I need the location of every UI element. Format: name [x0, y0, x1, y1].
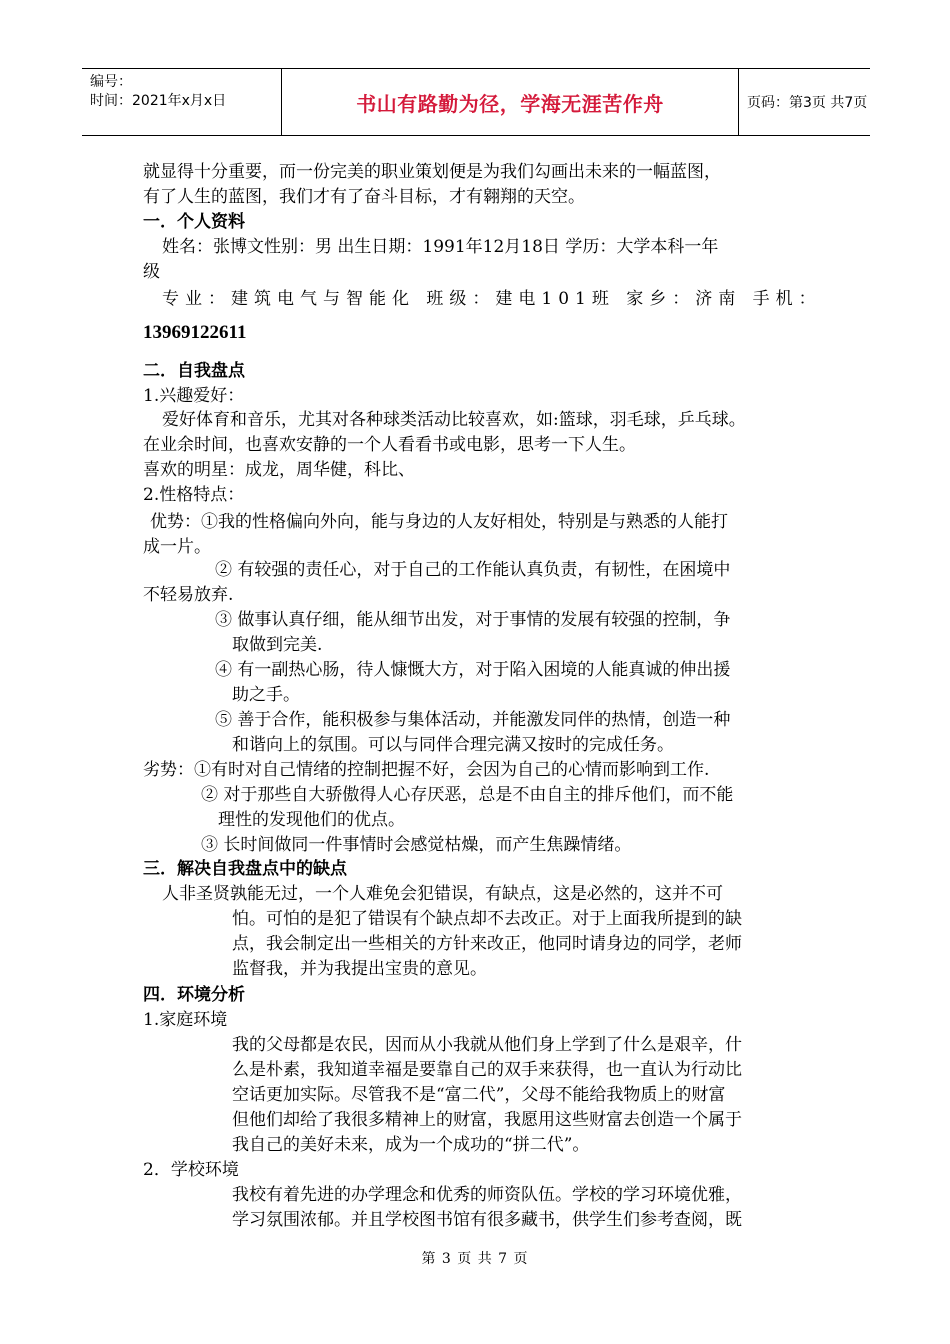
page-footer: 第 3 页 共 7 页	[421, 1251, 529, 1267]
section-heading: 一．个人资料	[143, 212, 245, 232]
paragraph-line: 理性的发现他们的优点。	[218, 810, 405, 830]
section-heading: 四．环境分析	[143, 985, 245, 1005]
paragraph-line: 有了人生的蓝图，我们才有了奋斗目标，才有翱翔的天空。	[143, 187, 585, 207]
paragraph-line: 助之手。	[232, 685, 300, 705]
paragraph-line: 我的父母都是农民，因而从小我就从他们身上学到了什么是艰辛，什	[232, 1035, 742, 1055]
paragraph-line: 成一片。	[143, 537, 211, 557]
header-page-info: 页码：第3页 共7页	[747, 95, 868, 111]
section-heading: 三．解决自我盘点中的缺点	[143, 859, 347, 879]
paragraph-line: 喜欢的明星：成龙，周华健，科比、	[143, 460, 415, 480]
paragraph-line: 我校有着先进的办学理念和优秀的师资队伍。学校的学习环境优雅，	[232, 1185, 742, 1205]
paragraph-line: ③ 做事认真仔细，能从细节出发，对于事情的发展有较强的控制，争	[215, 610, 731, 630]
paragraph-line: 在业余时间，也喜欢安静的一个人看看书或电影，思考一下人生。	[143, 435, 636, 455]
header-meta	[82, 69, 282, 135]
paragraph-line: 专业：建筑电气与智能化 班级：建电101班 家乡：济南 手机：	[162, 289, 822, 309]
paragraph-line: 优势：①我的性格偏向外向，能与身边的人友好相处，特别是与熟悉的人能打	[150, 512, 728, 532]
page-header	[82, 68, 870, 136]
header-motto: 书山有路勤为径，学海无涯苦作舟	[282, 69, 739, 135]
paragraph-line: 空话更加实际。尽管我不是“富二代”，父母不能给我物质上的财富	[232, 1085, 726, 1105]
paragraph-line: 我自己的美好未来，成为一个成功的“拼二代”。	[232, 1135, 590, 1155]
paragraph-line: 爱好体育和音乐，尤其对各种球类活动比较喜欢，如:篮球，羽毛球，乒乓球。	[162, 410, 746, 430]
paragraph-line: 不轻易放弃.	[143, 585, 234, 605]
paragraph-line: 级	[143, 262, 160, 282]
paragraph-line: 监督我，并为我提出宝贵的意见。	[232, 959, 487, 979]
paragraph-line: 但他们却给了我很多精神上的财富，我愿用这些财富去创造一个属于	[232, 1110, 742, 1130]
paragraph-line: 姓名：张博文性别：男 出生日期：1991年12月18日 学历：大学本科一年	[162, 237, 719, 257]
paragraph-line: 么是朴素，我知道幸福是要靠自己的双手来获得，也一直认为行动比	[232, 1060, 742, 1080]
paragraph-line: 怕。可怕的是犯了错误有个缺点却不去改正。对于上面我所提到的缺	[232, 909, 742, 929]
doc-time-label: 时间：2021年x月x日	[90, 93, 227, 109]
paragraph-line: 劣势：①有时对自己情绪的控制把握不好，会因为自己的心情而影响到工作.	[143, 760, 710, 780]
paragraph-line: ④ 有一副热心肠，待人慷慨大方，对于陷入困境的人能真诚的伸出援	[215, 660, 731, 680]
paragraph-line: 取做到完美.	[232, 635, 323, 655]
paragraph-line: ③ 长时间做同一件事情时会感觉枯燥，而产生焦躁情绪。	[201, 835, 632, 855]
phone-number: 13969122611	[143, 322, 247, 343]
doc-number-label: 编号：	[90, 74, 132, 90]
paragraph-line: 2．学校环境	[143, 1160, 239, 1180]
paragraph-line: 人非圣贤孰能无过，一个人难免会犯错误，有缺点，这是必然的，这并不可	[162, 884, 723, 904]
paragraph-line: ② 有较强的责任心，对于自己的工作能认真负责，有韧性，在困境中	[215, 560, 731, 580]
paragraph-line: 点，我会制定出一些相关的方针来改正，他同时请身边的同学，老师	[232, 934, 742, 954]
paragraph-line: ② 对于那些自大骄傲得人心存厌恶，总是不由自主的排斥他们，而不能	[201, 785, 734, 805]
paragraph-line: 学习氛围浓郁。并且学校图书馆有很多藏书，供学生们参考查阅，既	[232, 1210, 742, 1230]
paragraph-line: ⑤ 善于合作，能积极参与集体活动，并能激发同伴的热情，创造一种	[215, 710, 731, 730]
paragraph-line: 1.兴趣爱好：	[143, 386, 245, 406]
paragraph-line: 2.性格特点：	[143, 485, 245, 505]
section-heading: 二．自我盘点	[143, 361, 245, 381]
paragraph-line: 就显得十分重要，而一份完美的职业策划便是为我们勾画出未来的一幅蓝图，	[143, 162, 721, 182]
paragraph-line: 和谐向上的氛围。可以与同伴合理完满又按时的完成任务。	[232, 735, 674, 755]
paragraph-line: 1.家庭环境	[143, 1010, 228, 1030]
